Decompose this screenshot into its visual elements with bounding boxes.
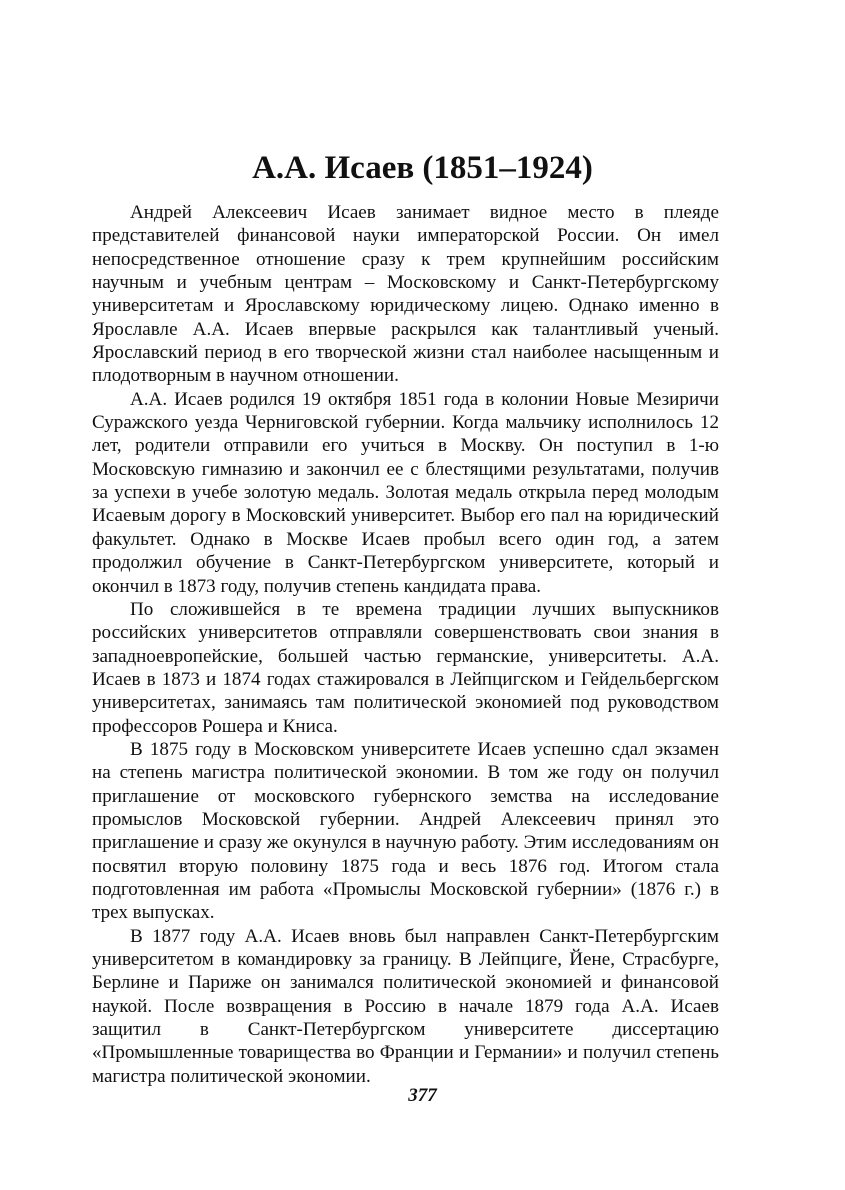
paragraph-3: По сложившейся в те времена традиции лучших выпускников российских университетов отправляли совершенствовать свои знания в западноевропейские, большей частью германские, университеты. А.А. Исаев в 1873 и 1874 годах стажировался в Лейпцигском и Гейдельбергском университетах, занимаясь там политической экономией под руководством профессоров Рошера и Книса. (92, 598, 719, 737)
chapter-title: А.А. Исаев (1851–1924) (252, 150, 593, 186)
body-text (92, 201, 719, 1088)
page-number: 377 (408, 1085, 437, 1106)
paragraph-4: В 1875 году в Московском университете Исаев успешно сдал экзамен на степень магистра политической экономии. В том же году он получил приглашение от московского губернского земства на исследование промыслов Московской губернии. Андрей Алексеевич принял это приглашение и сразу же окунулся в научную работу. Этим исследованиям он посвятил вторую половину 1875 года и весь 1876 год. Итогом стала подготовленная им работа «Промыслы Московской губернии» (1876 г.) в трех выпусках. (92, 738, 719, 924)
paragraph-2: А.А. Исаев родился 19 октября 1851 года в колонии Новые Мезиричи Суражского уезда Черниговской губернии. Когда мальчику исполнилось 12 лет, родители отправили его учиться в Москву. Он поступил в 1-ю Московскую гимназию и закончил ее с блестящими результатами, получив за успехи в учебе золотую медаль. Золотая медаль открыла перед молодым Исаевым дорогу в Московский университет. Выбор его пал на юридический факультет. Однако в Москве Исаев пробыл всего один год, а затем продолжил обучение в Санкт-Петербургском университете, который и окончил в 1873 году, получив степень кандидата права. (92, 388, 719, 597)
paragraph-1: Андрей Алексеевич Исаев занимает видное место в плеяде представителей финансовой науки императорской России. Он имел непосредственное отношение сразу к трем крупнейшим российским научным и учебным центрам – Московскому и Санкт-Петербургскому университетам и Ярославскому юридическому лицею. Однако именно в Ярославле А.А. Исаев впервые раскрылся как талантливый ученый. Ярославский период в его творческой жизни стал наиболее насыщенным и плодотворным в научном отношении. (92, 202, 719, 387)
paragraph-5: В 1877 году А.А. Исаев вновь был направлен Санкт-Петербургским университетом в командировку за границу. В Лейпциге, Йене, Страсбурге, Берлине и Париже он занимался политической экономией и финансовой наукой. После возвращения в Россию в начале 1879 года А.А. Исаев защитил в Санкт-Петербургском университете диссертацию «Промышленные товарищества во Франции и Германии» и получил степень магистра политической экономии. (92, 925, 719, 1087)
